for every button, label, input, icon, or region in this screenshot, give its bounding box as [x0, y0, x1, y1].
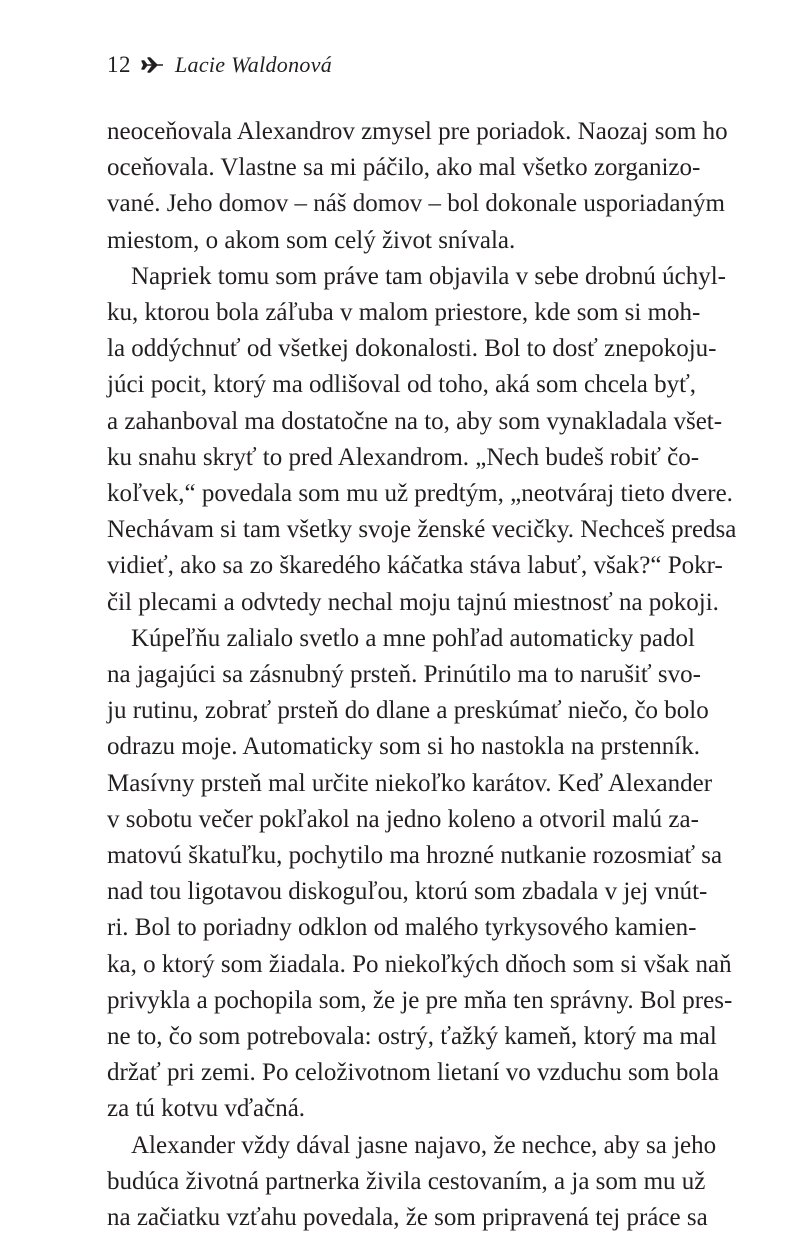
text-line: oceňovala. Vlastne sa mi páčilo, ako mal všetko zorganizo-	[107, 154, 701, 182]
text-line: vané. Jeho domov – náš domov – bol dokonale usporiadaným	[107, 190, 725, 218]
text-line: ne to, čo som potrebovala: ostrý, ťažký kameň, ktorý ma mal	[107, 1023, 717, 1051]
text-line: držať pri zemi. Po celoživotnom lietaní vo vzduchu som bola	[107, 1059, 719, 1087]
text-line: ku, ktorou bola záľuba v malom priestore, kde som si moh-	[107, 299, 701, 327]
text-line: na jagajúci sa zásnubný prsteň. Prinútilo ma to narušiť svo-	[107, 661, 701, 689]
text-line: budúca životná partnerka živila cestovaním, a ja som mu už	[107, 1167, 706, 1195]
text-line: čil plecami a odvtedy nechal moju tajnú miestnosť na pokoji.	[107, 588, 719, 616]
text-line: odrazu moje. Automaticky som si ho nastokla na prstenník.	[107, 733, 700, 761]
body-text	[107, 114, 737, 1236]
page-number: 12	[107, 52, 131, 77]
paragraph	[107, 621, 733, 1128]
text-line: Nechávam si tam všetky svoje ženské vecičky. Nechceš predsa	[107, 516, 737, 544]
paragraph	[107, 114, 728, 259]
text-line: v sobotu večer pokľakol na jedno koleno a otvoril malú za-	[107, 805, 699, 833]
text-line: ku snahu skryť to pred Alexandrom. „Nech budeš robiť čo-	[107, 443, 700, 471]
text-line: privykla a pochopila som, že je pre mňa ten správny. Bol pres-	[107, 986, 733, 1014]
text-line: Napriek tomu som práve tam objavila v sebe drobnú úchyl-	[131, 262, 726, 290]
page-header	[107, 50, 332, 80]
text-line: miestom, o akom som celý život snívala.	[107, 226, 516, 254]
text-line: nad tou ligotavou diskoguľou, ktorú som zbadala v jej vnút-	[107, 878, 708, 906]
text-line: júci pocit, ktorý ma odlišoval od toho, aká som chcela byť,	[107, 371, 697, 399]
text-line: koľvek,“ povedala som mu už predtým, „neotváraj tieto dvere.	[107, 480, 733, 508]
text-line: la oddýchnuť od všetkej dokonalosti. Bol to dosť znepokoju-	[107, 335, 717, 363]
paragraph	[107, 259, 737, 621]
text-line: Kúpeľňu zalialo svetlo a mne pohľad automaticky padol	[131, 624, 695, 652]
text-line: za tú kotvu vďačná.	[107, 1095, 306, 1123]
running-head-author: Lacie Waldonová	[175, 52, 333, 77]
text-line: vidieť, ako sa zo škaredého káčatka stáva labuť, však?“ Pokr-	[107, 552, 723, 580]
text-line: ri. Bol to poriadny odklon od malého tyrkysového kamien-	[107, 914, 697, 942]
text-line: a zahanboval ma dostatočne na to, aby som vynakladala všet-	[107, 407, 723, 435]
text-line: na začiatku vzťahu povedala, že som pripravená tej práce sa	[107, 1204, 708, 1232]
text-line: ju rutinu, zobrať prsteň do dlane a preskúmať niečo, čo bolo	[107, 697, 709, 725]
text-line: matovú škatuľku, pochytilo ma hrozné nutkanie rozosmiať sa	[107, 842, 723, 870]
text-line: neoceňovala Alexandrov zmysel pre poriadok. Naozaj som ho	[107, 118, 728, 145]
text-line: Masívny prsteň mal určite niekoľko karátov. Keď Alexander	[107, 769, 713, 797]
text-line: Alexander vždy dával jasne najavo, že nechce, aby sa jeho	[131, 1131, 717, 1159]
paragraph	[107, 1128, 717, 1236]
airplane-icon	[141, 55, 165, 75]
text-line: ka, o ktorý som žiadala. Po niekoľkých dňoch som si však naň	[107, 950, 732, 978]
